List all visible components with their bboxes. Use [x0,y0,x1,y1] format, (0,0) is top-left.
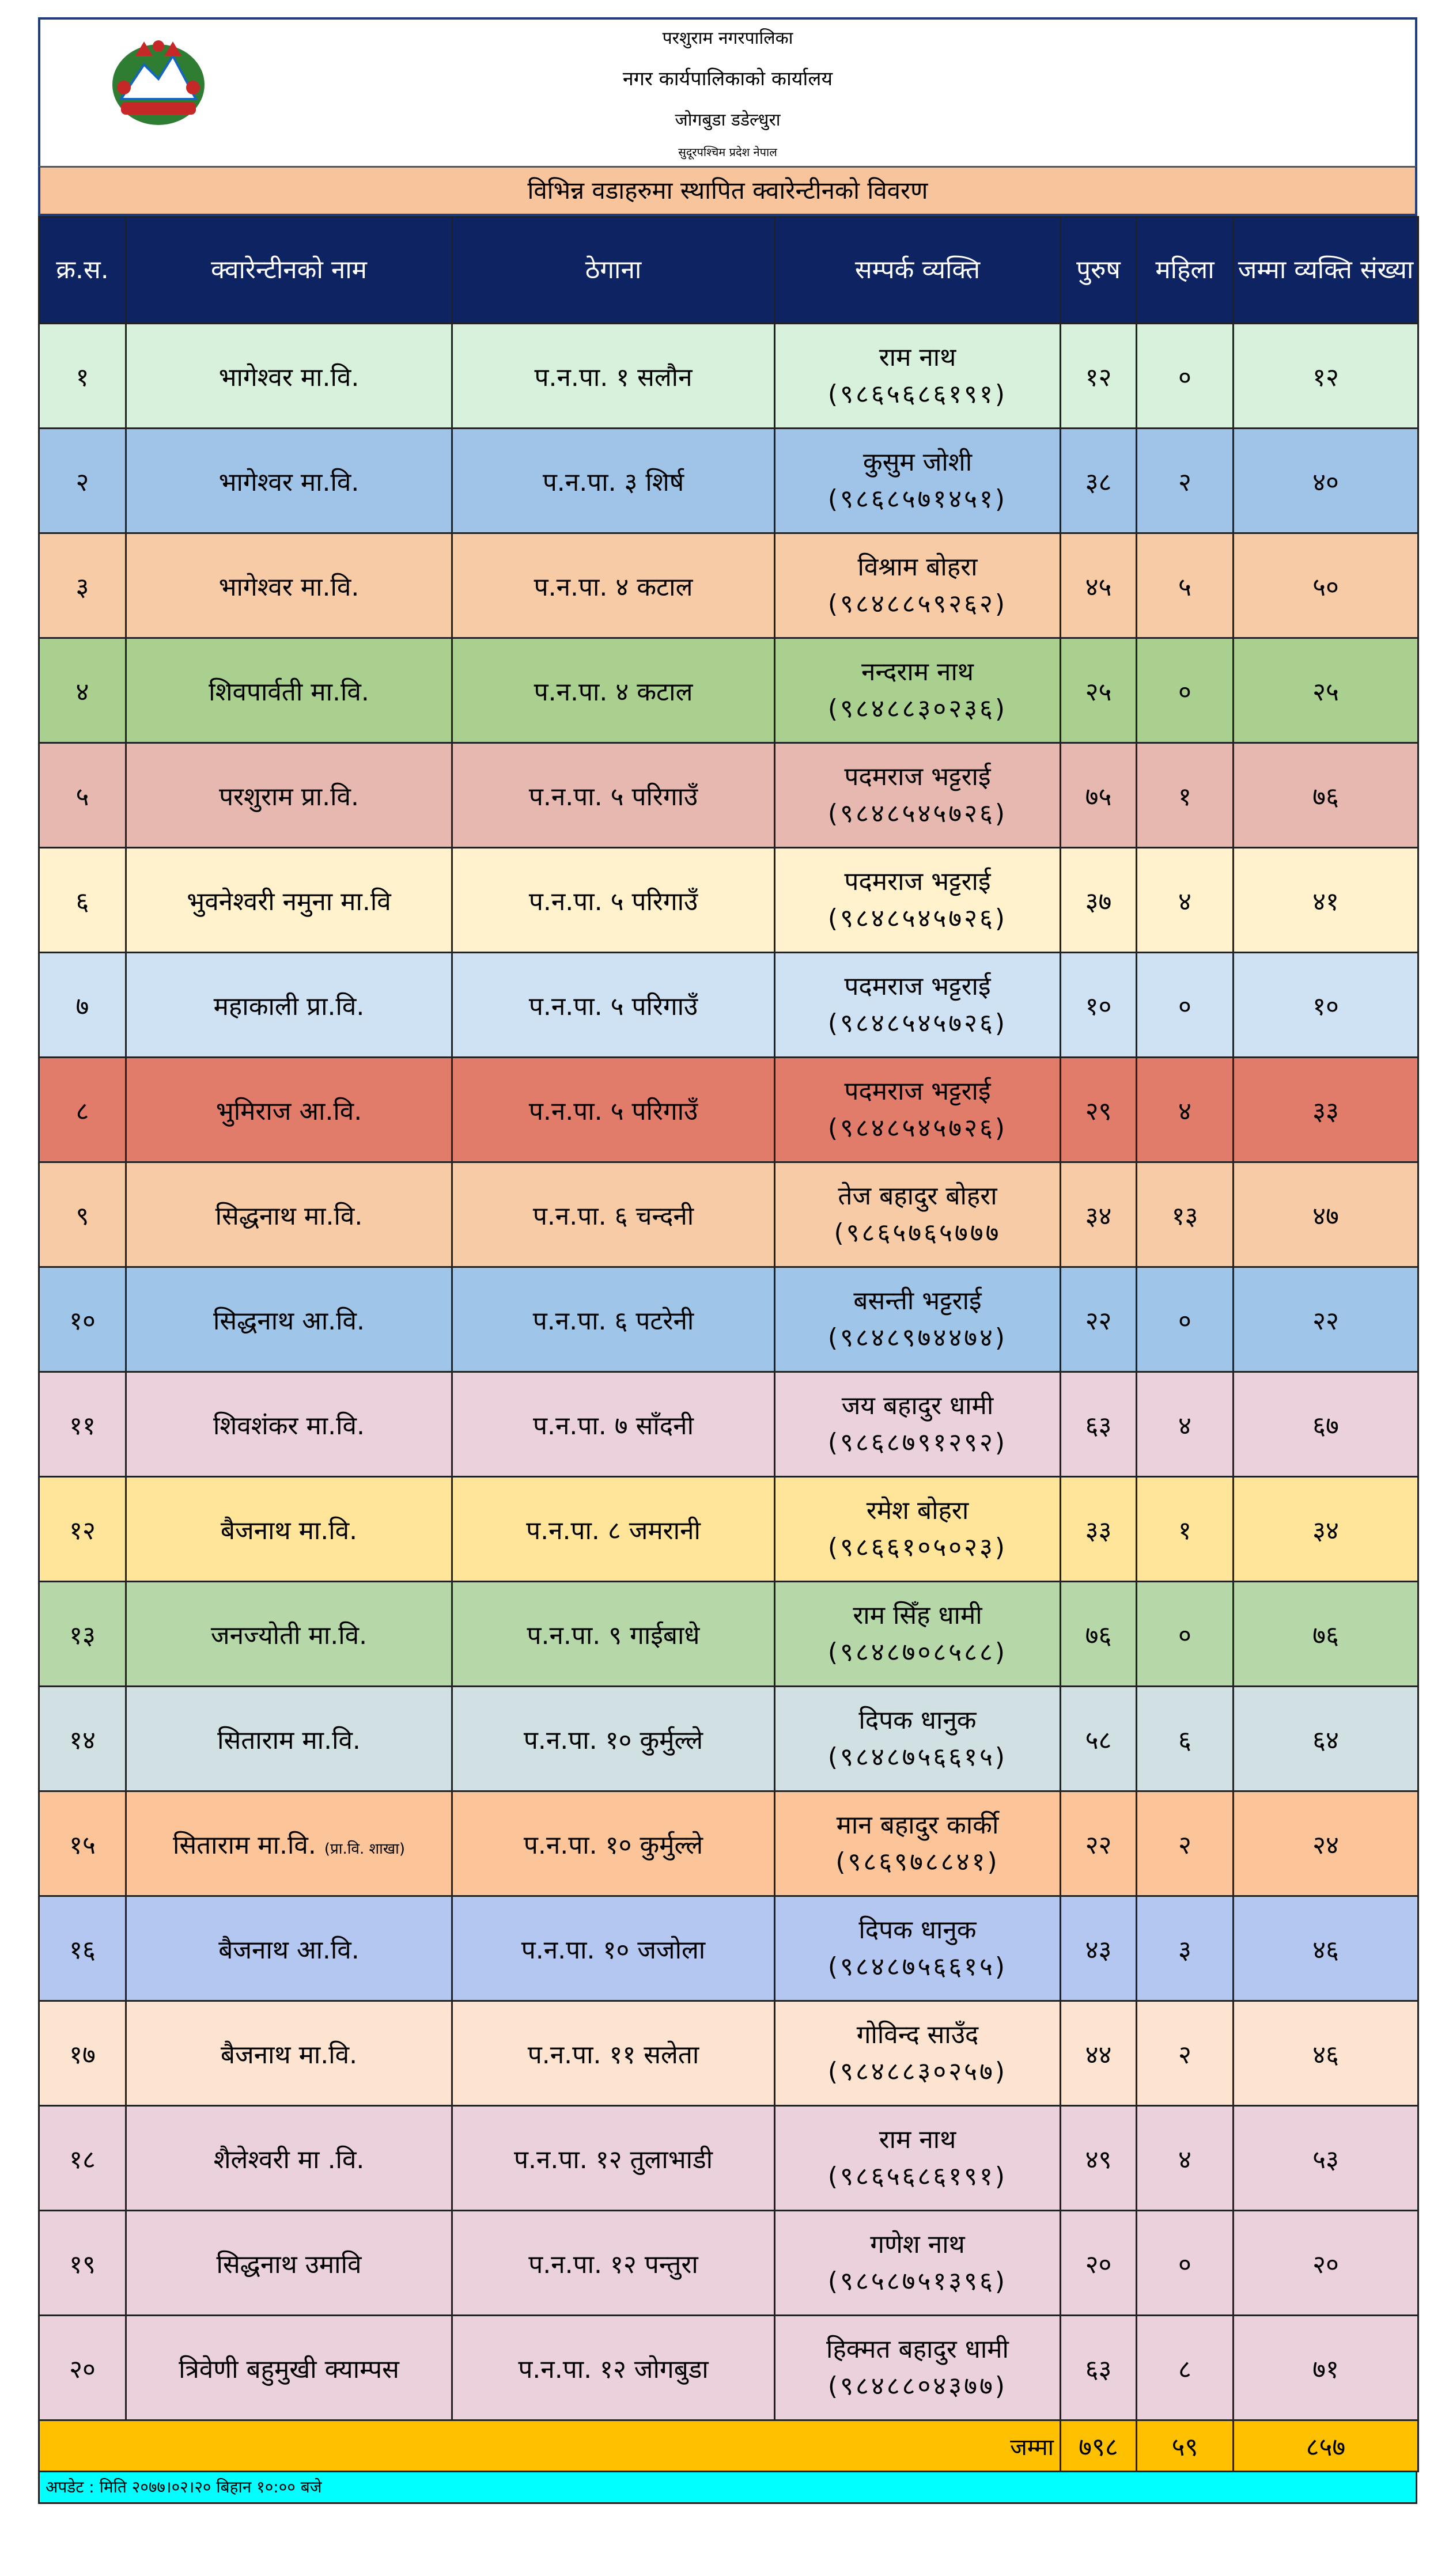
cell-total: ७६ [1234,743,1418,848]
header-total: जम्मा व्यक्ति संख्या [1234,217,1418,324]
cell-name [126,638,452,743]
cell-sn: १८ [39,2106,126,2211]
contact-phone: (९८४८५४५७२६) [827,903,1008,933]
cell-total: ३३ [1234,1058,1418,1162]
cell-total: ७६ [1234,1582,1418,1687]
office-name: नगर कार्यपालिकाको कार्यालय [622,67,833,90]
table-row [39,533,1418,638]
cell-contact [775,1896,1061,2001]
cell-name [126,2316,452,2420]
contact-person: रमेश बोहरा [866,1495,969,1525]
cell-sn: २० [39,2316,126,2420]
cell-sn: ५ [39,743,126,848]
header-name: क्वारेन्टीनको नाम [126,217,452,324]
contact-person: दिपक धानुक [858,1915,977,1945]
quarantine-name: शिवशंकर मा.वि. [213,1411,365,1441]
cell-male: ४९ [1061,2106,1137,2211]
cell-female: ० [1137,638,1234,743]
cell-name [126,743,452,848]
cell-name [126,1477,452,1582]
table-row [39,2106,1418,2211]
cell-total: ५३ [1234,2106,1418,2211]
contact-person: कुसुम जोशी [862,447,973,477]
cell-sn: ८ [39,1058,126,1162]
cell-male: ३७ [1061,848,1137,953]
contact-person: मान बहादुर कार्की [836,1810,999,1840]
table-row [39,324,1418,429]
quarantine-name: सिताराम मा.वि. [217,1725,361,1755]
cell-male: ३३ [1061,1477,1137,1582]
cell-name [126,324,452,429]
cell-male: १२ [1061,324,1137,429]
cell-female: ० [1137,2211,1234,2316]
contact-phone: (९८६५७६५७७७ [834,1218,1001,1248]
cell-contact [775,1687,1061,1791]
cell-contact [775,638,1061,743]
table-row [39,848,1418,953]
quarantine-name: भुवनेश्वरी नमुना मा.वि [187,887,391,916]
contact-person: राम सिँह धामी [853,1600,982,1630]
contact-phone: (९८४८७५६६१५) [827,1952,1008,1982]
cell-total: ३४ [1234,1477,1418,1582]
table-row [39,1162,1418,1267]
table-row [39,2316,1418,2420]
quarantine-name: बैजनाथ मा.वि. [220,2040,358,2070]
cell-address: प.न.पा. ७ साँदनी [452,1372,775,1477]
cell-contact [775,848,1061,953]
cell-total: ७१ [1234,2316,1418,2420]
header-sn: क्र.स. [39,217,126,324]
contact-phone: (९८४८८३०२५७) [827,2056,1008,2086]
cell-female: ० [1137,953,1234,1058]
table-row [39,1791,1418,1896]
quarantine-name: जनज्योती मा.वि. [210,1620,368,1650]
contact-phone: (९८६८७९१२९२) [827,1427,1008,1457]
contact-person: पदमराज भट्टराई [844,971,991,1001]
cell-female: ३ [1137,1896,1234,2001]
cell-sn: २ [39,429,126,533]
cell-contact [775,2211,1061,2316]
cell-sn: १६ [39,1896,126,2001]
cell-contact [775,1791,1061,1896]
cell-male: ५८ [1061,1687,1137,1791]
table-row [39,1058,1418,1162]
cell-female: ४ [1137,1372,1234,1477]
contact-phone: (९८६८५७१४५१) [827,484,1008,514]
quarantine-name: सिताराम मा.वि. [172,1830,316,1860]
cell-female: ८ [1137,2316,1234,2420]
cell-sn: ६ [39,848,126,953]
quarantine-name: सिद्धनाथ मा.वि. [215,1201,363,1231]
cell-total: २२ [1234,1267,1418,1372]
province-name: सुदूरपश्चिम प्रदेश नेपाल [678,145,777,159]
cell-address: प.न.पा. १० कुर्मुल्ले [452,1687,775,1791]
office-header [38,17,1417,166]
quarantine-name: परशुराम प्रा.वि. [219,782,359,812]
cell-contact [775,1267,1061,1372]
quarantine-name: त्रिवेणी बहुमुखी क्याम्पस [179,2354,399,2384]
cell-address: प.न.पा. ४ कटाल [452,533,775,638]
cell-female: ६ [1137,1687,1234,1791]
contact-phone: (९८४८५४५७२६) [827,798,1008,828]
update-note: अपडेट : मिति २०७७।०२।२० बिहान १०:०० बजे [38,2472,1417,2504]
quarantine-name: भागेश्वर मा.वि. [218,572,360,602]
cell-contact [775,1372,1061,1477]
cell-male: ६३ [1061,2316,1137,2420]
table-row [39,743,1418,848]
cell-total: ४६ [1234,1896,1418,2001]
cell-female: ० [1137,324,1234,429]
cell-male: ७६ [1061,1582,1137,1687]
cell-address: प.न.पा. ६ पटरेनी [452,1267,775,1372]
table-row [39,1582,1418,1687]
cell-male: ६३ [1061,1372,1137,1477]
header-female: महिला [1137,217,1234,324]
cell-contact [775,324,1061,429]
cell-contact [775,953,1061,1058]
contact-person: पदमराज भट्टराई [844,762,991,791]
cell-female: ४ [1137,1058,1234,1162]
table-row [39,429,1418,533]
cell-male: ४३ [1061,1896,1137,2001]
cell-total: २४ [1234,1791,1418,1896]
contact-phone: (९८४८५४५७२६) [827,1113,1008,1143]
cell-address: प.न.पा. ८ जमरानी [452,1477,775,1582]
table-row [39,1687,1418,1791]
quarantine-table [38,216,1419,2472]
cell-female: ५ [1137,533,1234,638]
table-row [39,2001,1418,2106]
cell-name [126,1162,452,1267]
contact-phone: (९८६५६८६१९१) [827,2161,1008,2191]
contact-person: राम नाथ [879,2124,956,2154]
cell-total: १० [1234,953,1418,1058]
municipality-name: परशुराम नगरपालिका [662,28,793,48]
table-row [39,1896,1418,2001]
contact-phone: (९८५८७५१३९६) [827,2266,1008,2296]
cell-address: प.न.पा. ५ परिगाउँ [452,848,775,953]
cell-contact [775,2316,1061,2420]
table-row [39,1477,1418,1582]
cell-contact [775,1162,1061,1267]
table-header-row [39,217,1418,324]
contact-phone: (९८४८८३०२३६) [827,694,1008,723]
cell-total: २० [1234,2211,1418,2316]
cell-male: ७५ [1061,743,1137,848]
quarantine-name: सिद्धनाथ उमावि [216,2249,362,2279]
contact-person: पदमराज भट्टराई [844,866,991,896]
cell-contact [775,1582,1061,1687]
cell-address: प.न.पा. ११ सलेता [452,2001,775,2106]
cell-sn: १ [39,324,126,429]
cell-name [126,1058,452,1162]
contact-phone: (९८४८८०४३७७) [827,2371,1008,2401]
cell-contact [775,429,1061,533]
office-address: जोगबुडा डडेल्धुरा [675,110,781,130]
contact-person: विश्राम बोहरा [857,552,978,582]
cell-address: प.न.पा. १० जजोला [452,1896,775,2001]
quarantine-name: भागेश्वर मा.वि. [218,467,360,497]
cell-contact [775,533,1061,638]
cell-name [126,1267,452,1372]
cell-address: प.न.पा. १२ जोगबुडा [452,2316,775,2420]
contact-person: तेज बहादुर बोहरा [838,1181,997,1211]
cell-sn: १० [39,1267,126,1372]
cell-male: २२ [1061,1267,1137,1372]
cell-total: १२ [1234,324,1418,429]
cell-total: ६७ [1234,1372,1418,1477]
cell-female: १ [1137,743,1234,848]
cell-name [126,2106,452,2211]
cell-address: प.न.पा. १ सलौन [452,324,775,429]
cell-female: ४ [1137,848,1234,953]
contact-person: गोविन्द साउँद [856,2020,979,2050]
contact-phone: (९८४८९७४४७४) [827,1323,1008,1353]
contact-phone: (९८६५६८६१९१) [827,379,1008,409]
cell-sn: १२ [39,1477,126,1582]
cell-sn: १५ [39,1791,126,1896]
cell-address: प.न.पा. १२ तुलाभाडी [452,2106,775,2211]
header-male: पुरुष [1061,217,1137,324]
cell-name [126,533,452,638]
table-row [39,1372,1418,1477]
contact-phone: (९८४८७५६६१५) [827,1742,1008,1772]
totals-male: ७९८ [1061,2420,1137,2472]
cell-sn: १७ [39,2001,126,2106]
cell-total: ५० [1234,533,1418,638]
contact-person: दिपक धानुक [858,1705,977,1735]
cell-name [126,1372,452,1477]
cell-address: प.न.पा. ३ शिर्ष [452,429,775,533]
contact-person: पदमराज भट्टराई [844,1076,991,1106]
quarantine-name: बैजनाथ मा.वि. [220,1516,358,1545]
cell-total: ६४ [1234,1687,1418,1791]
header-contact: सम्पर्क व्यक्ति [775,217,1061,324]
cell-male: २० [1061,2211,1137,2316]
cell-address: प.न.पा. १२ पन्तुरा [452,2211,775,2316]
cell-address: प.न.पा. १० कुर्मुल्ले [452,1791,775,1896]
cell-female: १३ [1137,1162,1234,1267]
table-row [39,1267,1418,1372]
quarantine-name: भागेश्वर मा.वि. [218,362,360,392]
cell-name [126,429,452,533]
cell-female: ४ [1137,2106,1234,2211]
cell-total: ४० [1234,429,1418,533]
quarantine-name: भुमिराज आ.वि. [215,1096,362,1126]
cell-male: ३८ [1061,429,1137,533]
cell-sn: १९ [39,2211,126,2316]
cell-male: १० [1061,953,1137,1058]
cell-total: ४७ [1234,1162,1418,1267]
contact-phone: (९८४८५४५७२६) [827,1008,1008,1038]
contact-phone: (९८४८८५९२६२) [827,589,1008,619]
quarantine-sheet [38,17,1417,2504]
table-row [39,953,1418,1058]
cell-name [126,2211,452,2316]
cell-address: प.न.पा. ९ गाईबाधे [452,1582,775,1687]
contact-person: बसन्ती भट्टराई [853,1286,982,1316]
cell-name [126,848,452,953]
cell-contact [775,1058,1061,1162]
cell-male: २९ [1061,1058,1137,1162]
cell-contact [775,743,1061,848]
cell-contact [775,2001,1061,2106]
cell-female: १ [1137,1477,1234,1582]
cell-female: २ [1137,1791,1234,1896]
cell-contact [775,2106,1061,2211]
contact-person: गणेश नाथ [870,2229,965,2259]
cell-female: ० [1137,1267,1234,1372]
totals-row [39,2420,1418,2472]
cell-address: प.न.पा. ६ चन्दनी [452,1162,775,1267]
cell-address: प.न.पा. ५ परिगाउँ [452,743,775,848]
cell-male: ४५ [1061,533,1137,638]
cell-name [126,953,452,1058]
cell-male: ३४ [1061,1162,1137,1267]
quarantine-name: शिवपार्वती मा.वि. [209,677,369,707]
quarantine-note: (प्रा.वि. शाखा) [324,1840,406,1858]
page-title: विभिन्न वडाहरुमा स्थापित क्वारेन्टीनको विवरण [38,166,1417,216]
table-row [39,2211,1418,2316]
cell-name [126,1791,452,1896]
cell-contact [775,1477,1061,1582]
contact-phone: (९८६६१०५०२३) [827,1532,1008,1562]
cell-male: ४४ [1061,2001,1137,2106]
quarantine-name: शैलेश्वरी मा .वि. [213,2145,365,2175]
cell-sn: ४ [39,638,126,743]
cell-male: २५ [1061,638,1137,743]
quarantine-name: सिद्धनाथ आ.वि. [213,1306,365,1336]
cell-sn: ९ [39,1162,126,1267]
cell-address: प.न.पा. ५ परिगाउँ [452,1058,775,1162]
cell-sn: ७ [39,953,126,1058]
contact-person: हिक्मत बहादुर धामी [826,2334,1009,2364]
cell-female: २ [1137,429,1234,533]
cell-total: २५ [1234,638,1418,743]
cell-sn: १३ [39,1582,126,1687]
cell-sn: ३ [39,533,126,638]
cell-male: २२ [1061,1791,1137,1896]
cell-name [126,1582,452,1687]
quarantine-name: महाकाली प्रा.वि. [213,991,365,1021]
cell-name [126,1896,452,2001]
cell-female: ० [1137,1582,1234,1687]
totals-label: जम्मा [39,2420,1061,2472]
contact-person: नन्दराम नाथ [861,657,974,687]
cell-female: २ [1137,2001,1234,2106]
contact-person: राम नाथ [879,342,956,372]
cell-name [126,2001,452,2106]
header-address: ठेगाना [452,217,775,324]
cell-total: ४१ [1234,848,1418,953]
cell-address: प.न.पा. ५ परिगाउँ [452,953,775,1058]
cell-total: ४६ [1234,2001,1418,2106]
totals-total: ८५७ [1234,2420,1418,2472]
cell-sn: ११ [39,1372,126,1477]
cell-sn: १४ [39,1687,126,1791]
quarantine-name: बैजनाथ आ.वि. [218,1935,360,1965]
contact-phone: (९८६९७८८४१) [835,1847,1000,1877]
table-row [39,638,1418,743]
totals-female: ५९ [1137,2420,1234,2472]
contact-person: जय बहादुर धामी [841,1391,994,1420]
cell-name [126,1687,452,1791]
cell-address: प.न.पा. ४ कटाल [452,638,775,743]
contact-phone: (९८४८७०८५८८) [827,1637,1008,1667]
